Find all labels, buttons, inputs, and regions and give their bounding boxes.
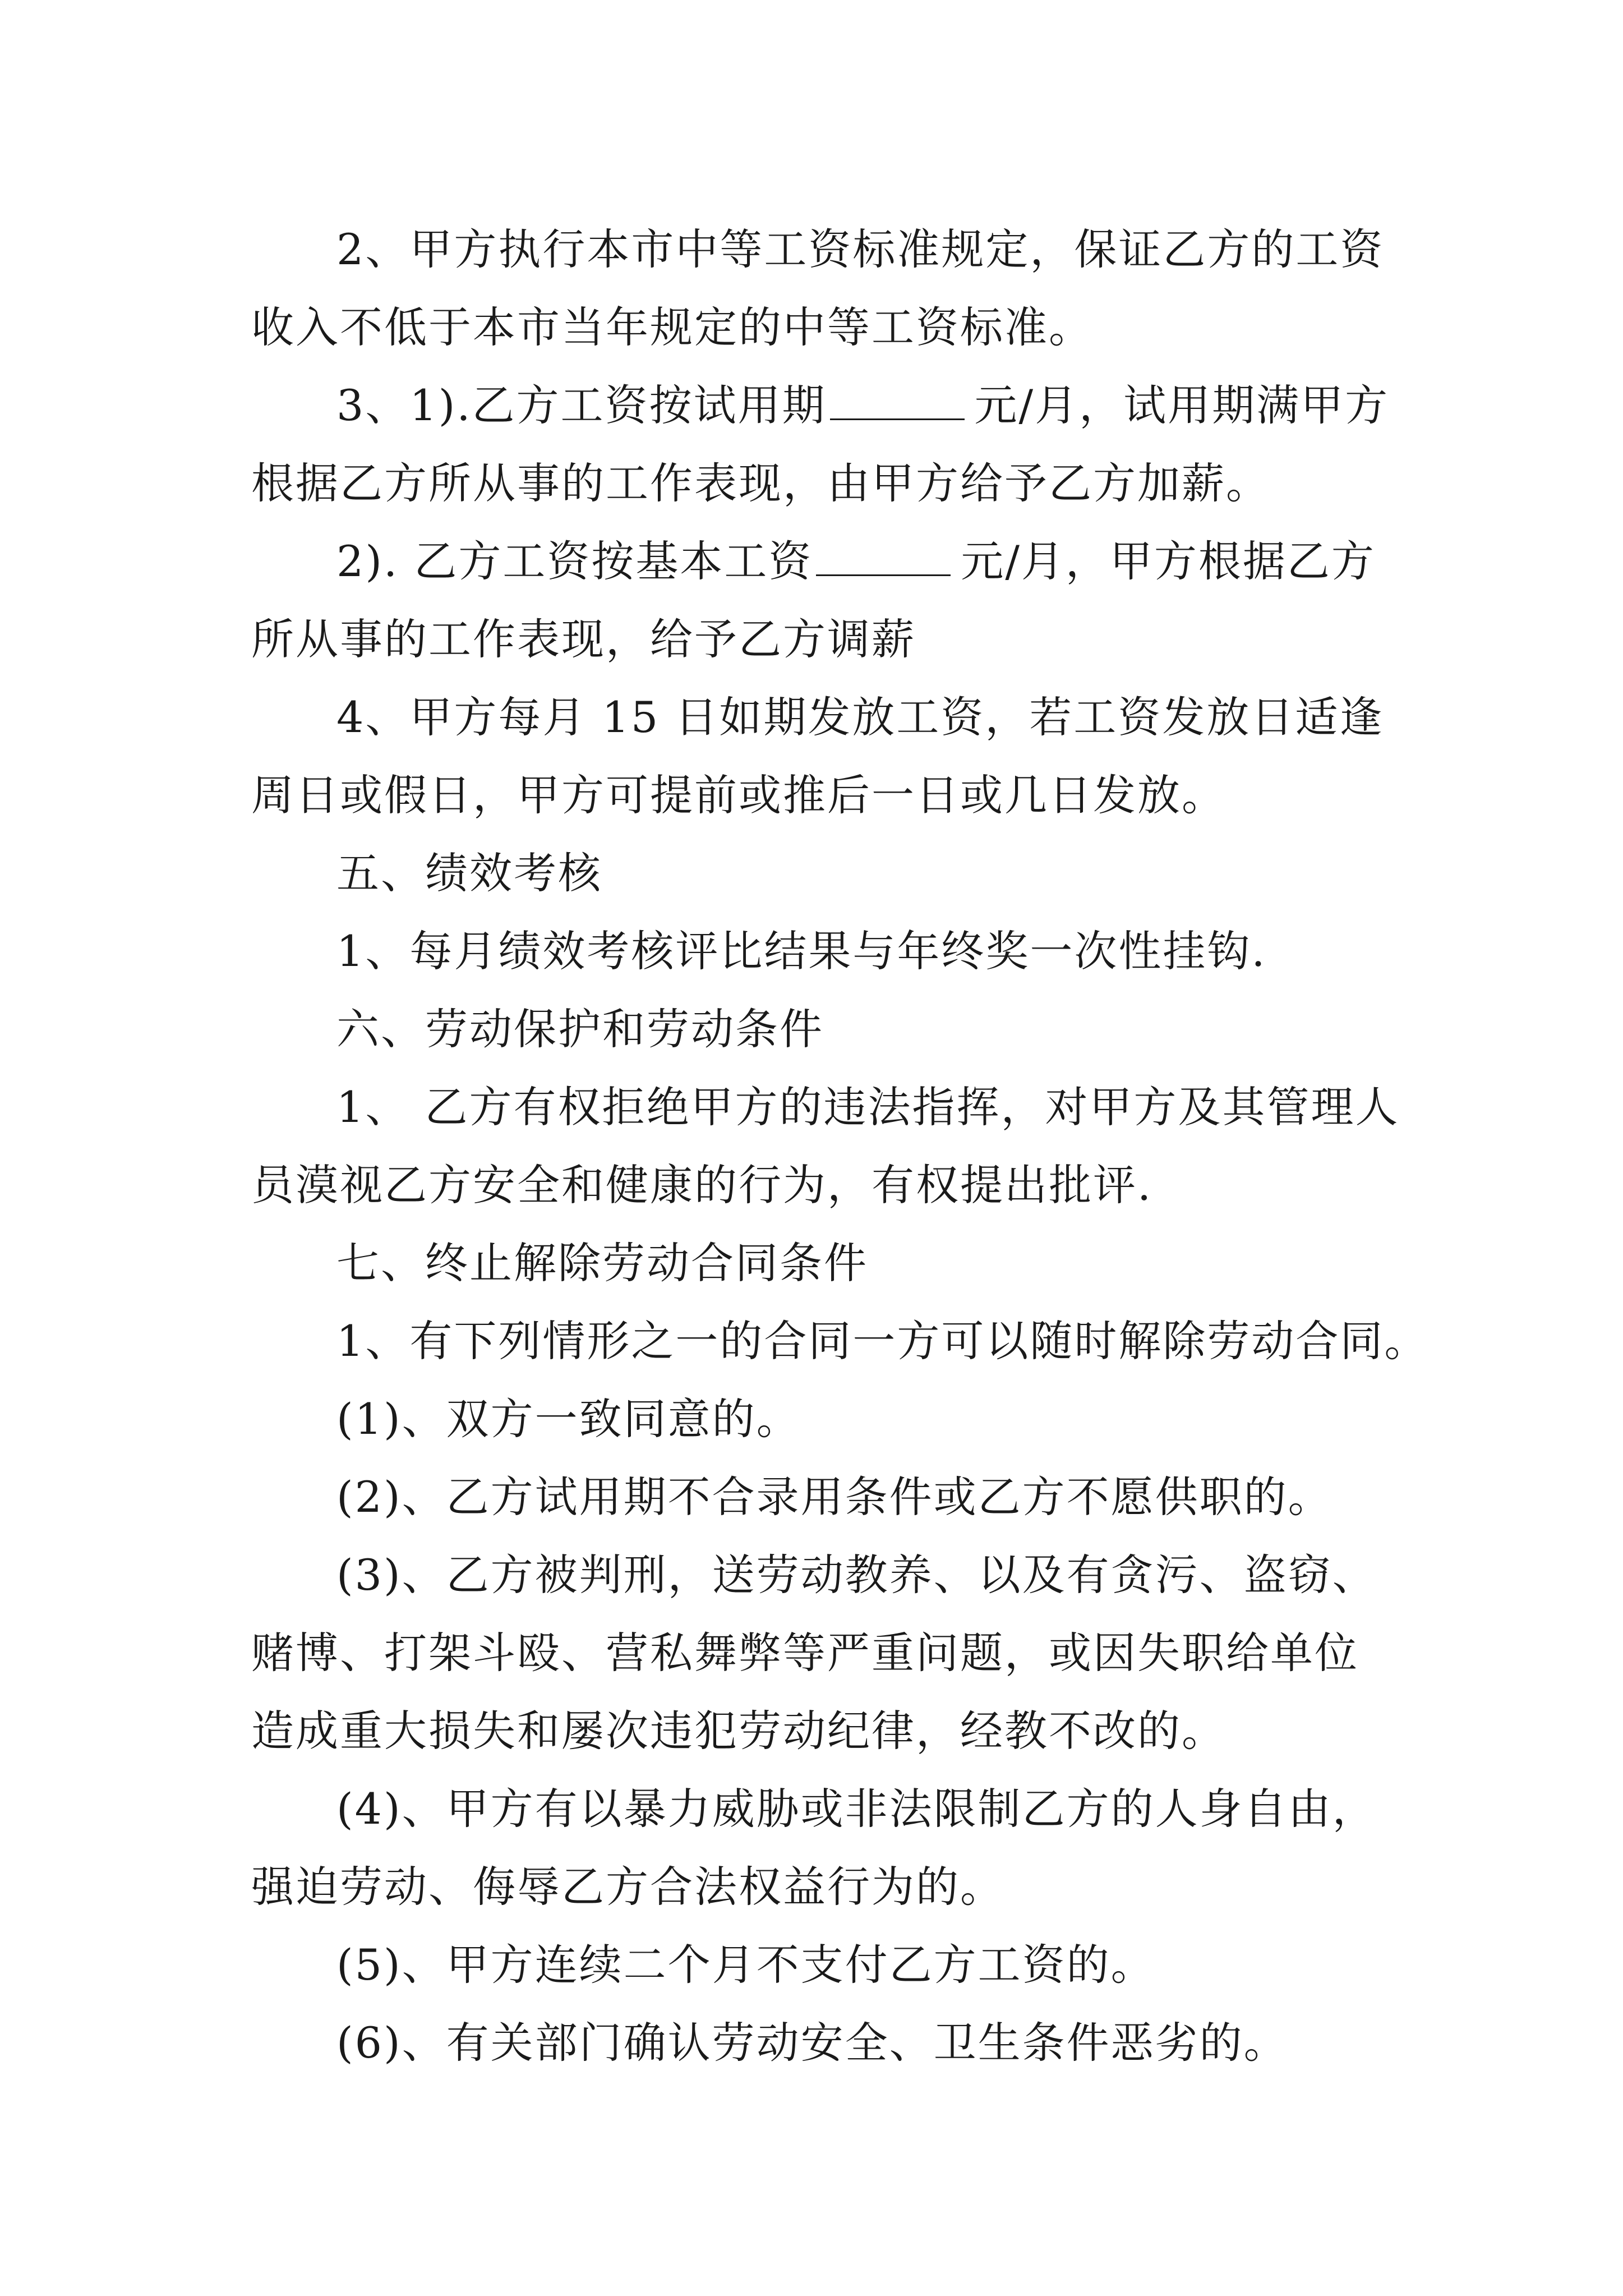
base-wage-text-start: 2). 乙方工资按基本工资 xyxy=(336,536,813,586)
paragraph-base-wage xyxy=(251,522,1401,678)
clause-1: (1)、双方一致同意的。 xyxy=(336,1394,801,1444)
section-heading-labor-protection: 六、劳动保护和劳动条件 xyxy=(336,1004,824,1054)
paragraph-labor-protection-1: 1、 乙方有权拒绝甲方的违法指挥，对甲方及其管理人员漠视乙方安全和健康的行为，有权提出批评. xyxy=(251,1082,1400,1210)
paragraph-performance-1: 1、每月绩效考核评比结果与年终奖一次性挂钩. xyxy=(336,926,1267,976)
section-heading-termination: 七、终止解除劳动合同条件 xyxy=(336,1238,868,1288)
paragraph-probation-wage xyxy=(251,366,1401,522)
probation-wage-blank xyxy=(830,383,965,420)
clause-5: (5)、甲方连续二个月不支付乙方工资的。 xyxy=(336,1940,1155,1990)
probation-wage-text-start: 3、1).乙方工资按试用期 xyxy=(336,380,827,430)
clause-3: (3)、乙方被判刑，送劳动教养、以及有贪污、盗窃、赌博、打架斗殴、营私舞弊等严重问题，或因失职给单位造成重大损失和屡次违犯劳动纪律，经教不改的。 xyxy=(251,1550,1377,1756)
paragraph-wage-standard: 2、甲方执行本市中等工资标准规定，保证乙方的工资收入不低于本市当年规定的中等工资标准。 xyxy=(251,224,1385,352)
clause-2: (2)、乙方试用期不合录用条件或乙方不愿供职的。 xyxy=(336,1472,1332,1522)
section-heading-performance: 五、绩效考核 xyxy=(336,848,602,898)
base-wage-blank xyxy=(816,539,951,576)
paragraph-termination-1: 1、有下列情形之一的合同一方可以随时解除劳动合同。 xyxy=(336,1316,1429,1366)
base-wage-text-end: 元/月，甲方根据乙方所从事的工作表现，给予乙方调薪 xyxy=(251,536,1376,664)
clause-4: (4)、甲方有以暴力威胁或非法限制乙方的人身自由，强迫劳动、侮辱乙方合法权益行为的。 xyxy=(251,1784,1377,1912)
document-body xyxy=(251,210,1429,2082)
probation-wage-text-end: 元/月，试用期满甲方根据乙方所从事的工作表现，由甲方给予乙方加薪。 xyxy=(251,380,1390,508)
clause-6: (6)、有关部门确认劳动安全、卫生条件恶劣的。 xyxy=(336,2018,1288,2068)
paragraph-payday: 4、甲方每月 15 日如期发放工资，若工资发放日适逢周日或假日，甲方可提前或推后一日或几日发放。 xyxy=(251,692,1384,820)
